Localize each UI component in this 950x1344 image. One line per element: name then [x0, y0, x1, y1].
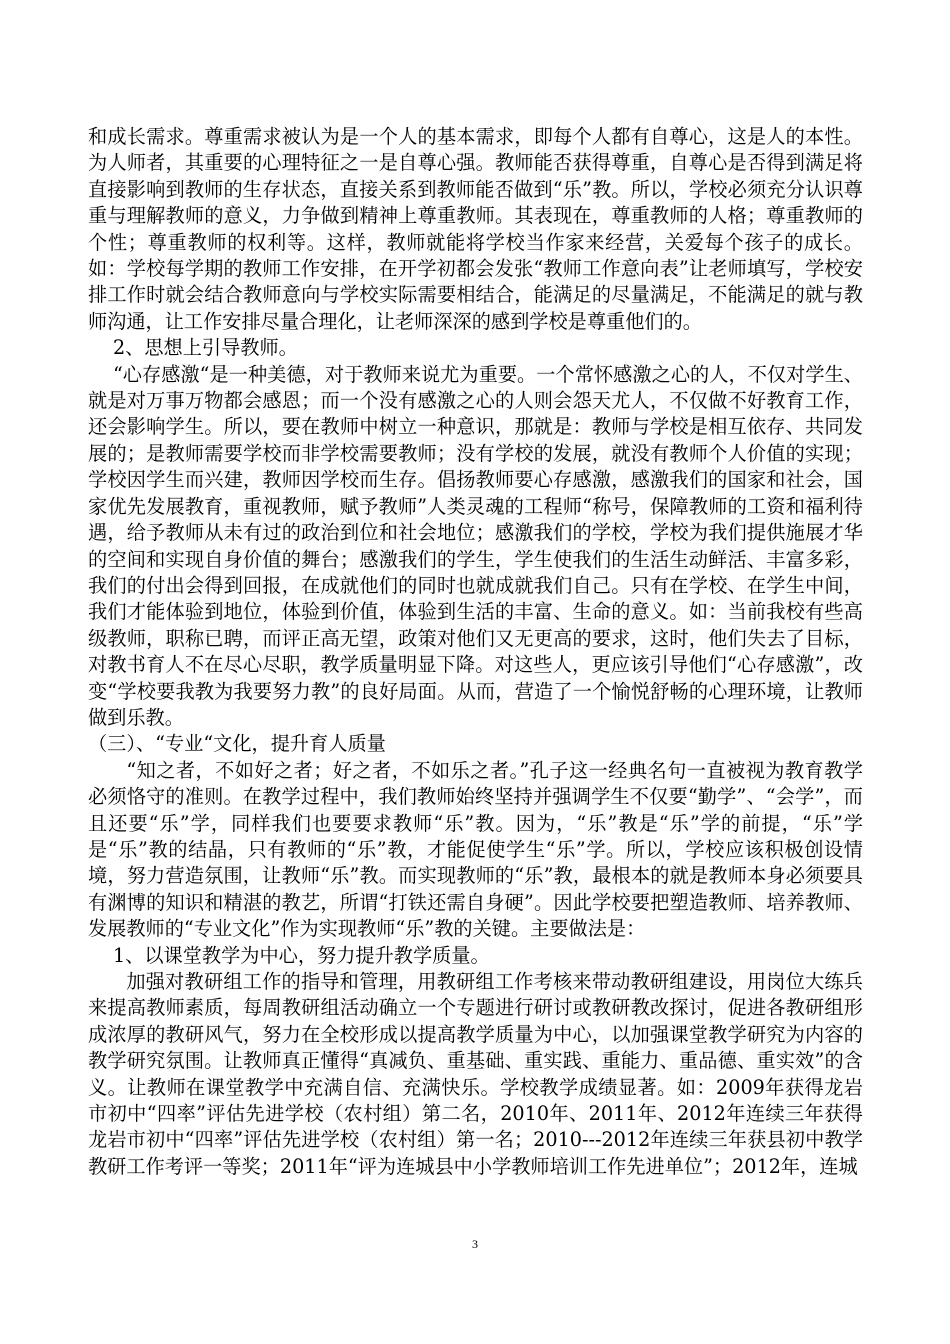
- page-number: 3: [472, 1237, 478, 1251]
- document-body: [88, 124, 863, 1180]
- paragraph-confucius-quote: “知之者，不如好之者；好之者，不如乐之者。”孔子这一经典名句一直被视为教育教学必须恪守的准则。在教学过程中，我们教师始终坚持并强调学生不仅要“勤学”、“会学”，而且还要“乐”学，同样我们也要要求教师“乐”教。因为，“乐”教是“乐”学的前提，“乐”学是“乐”教的结晶，只有教师的“乐”教，才能促使学生“乐”学。所以，学校应该积极创设情境，努力营造氛围，让教师“乐”教。而实现教师的“乐”教，最根本的就是教师本身必须要具有渊博的知识和精湛的教艺，所谓“打铁还需自身硬”。因此学校要把塑造教师、培养教师、发展教师的“专业文化”作为实现教师“乐”教的关键。主要做法是：: [88, 758, 863, 941]
- paragraph-teaching-research: 加强对教研组工作的指导和管理，用教研组工作考核来带动教研组建设，用岗位大练兵来提高教师素质，每周教研组活动确立一个专题进行研讨或教研教改探讨，促进各教研组形成浓厚的教研风气，努力在全校形成以提高教学质量为中心，以加强课堂教学研究为内容的教学研究氛围。让教师真正懂得“真减负、重基础、重实践、重能力、重品德、重实效”的含义。让教师在课堂教学中充满自信、充满快乐。学校教学成绩显著。如：2009年获得龙岩市初中“四率”评估先进学校（农村组）第二名，2010年、2011年、2012年连续三年获得龙岩市初中“四率”评估先进学校（农村组）第一名；2010---2012年连续三年获县初中教学教研工作考评一等奖；2011年“评为连城县中小学教师培训工作先进单位”；2012年，连城: [88, 970, 863, 1178]
- subheading-classroom-teaching: 1、以课堂教学为中心，努力提升教学质量。: [112, 943, 490, 967]
- section-heading-professional-culture: （三）、“专业“文化，提升育人质量: [88, 732, 386, 756]
- paragraph-gratitude: “心存感激“是一种美德，对于教师来说尤为重要。一个常怀感激之心的人，不仅对学生、就是对万事万物都会感恩；而一个没有感激之心的人则会怨天尤人，不仅做不好教育工作，还会影响学生。所以，要在教师中树立一种意识，那就是：教师与学校是相互依存、共同发展的；是教师需要学校而非学校需要教师；没有学校的发展，就没有教师个人价值的实现；学校因学生而兴建，教师因学校而生存。倡扬教师要心存感激，感激我们的国家和社会，国家优先发展教育，重视教师，赋予教师”人类灵魂的工程师“称号，保障教师的工资和福利待遇，给予教师从未有过的政治到位和社会地位；感激我们的学校，学校为我们提供施展才华的空间和实现自身价值的舞台；感激我们的学生，学生使我们的生活生动鲜活、丰富多彩，我们的付出会得到回报，在成就他们的同时也就成就我们自己。只有在学校、在学生中间，我们才能体验到地位，体验到价值，体验到生活的丰富、生命的意义。如：当前我校有些高级教师，职称已聘，而评正高无望，政策对他们又无更高的要求，这时，他们失去了目标，对教书育人不在尽心尽职，教学质量明显下降。对这些人，更应该引导他们“心存感激”，改变“学校要我教为我要努力教”的良好局面。从而，营造了一个愉悦舒畅的心理环境，让教师做到乐教。: [88, 362, 863, 729]
- paragraph-respect-teachers: 和成长需求。尊重需求被认为是一个人的基本需求，即每个人都有自尊心，这是人的本性。为人师者，其重要的心理特征之一是自尊心强。教师能否获得尊重，自尊心是否得到满足将直接影响到教师的生存状态，直接关系到教师能否做到“乐”教。所以，学校必须充分认识尊重与理解教师的意义，力争做到精神上尊重教师。其表现在，尊重教师的人格；尊重教师的个性；尊重教师的权利等。这样，教师就能将学校当作家来经营，关爱每个孩子的成长。如：学校每学期的教师工作安排，在开学初都会发张“教师工作意向表”让老师填写，学校安排工作时就会结合教师意向与学校实际需要相结合，能满足的尽量满足，不能满足的就与教师沟通，让工作安排尽量合理化，让老师深深的感到学校是尊重他们的。: [88, 125, 863, 333]
- subheading-guide-teachers: 2、思想上引导教师。: [112, 336, 298, 360]
